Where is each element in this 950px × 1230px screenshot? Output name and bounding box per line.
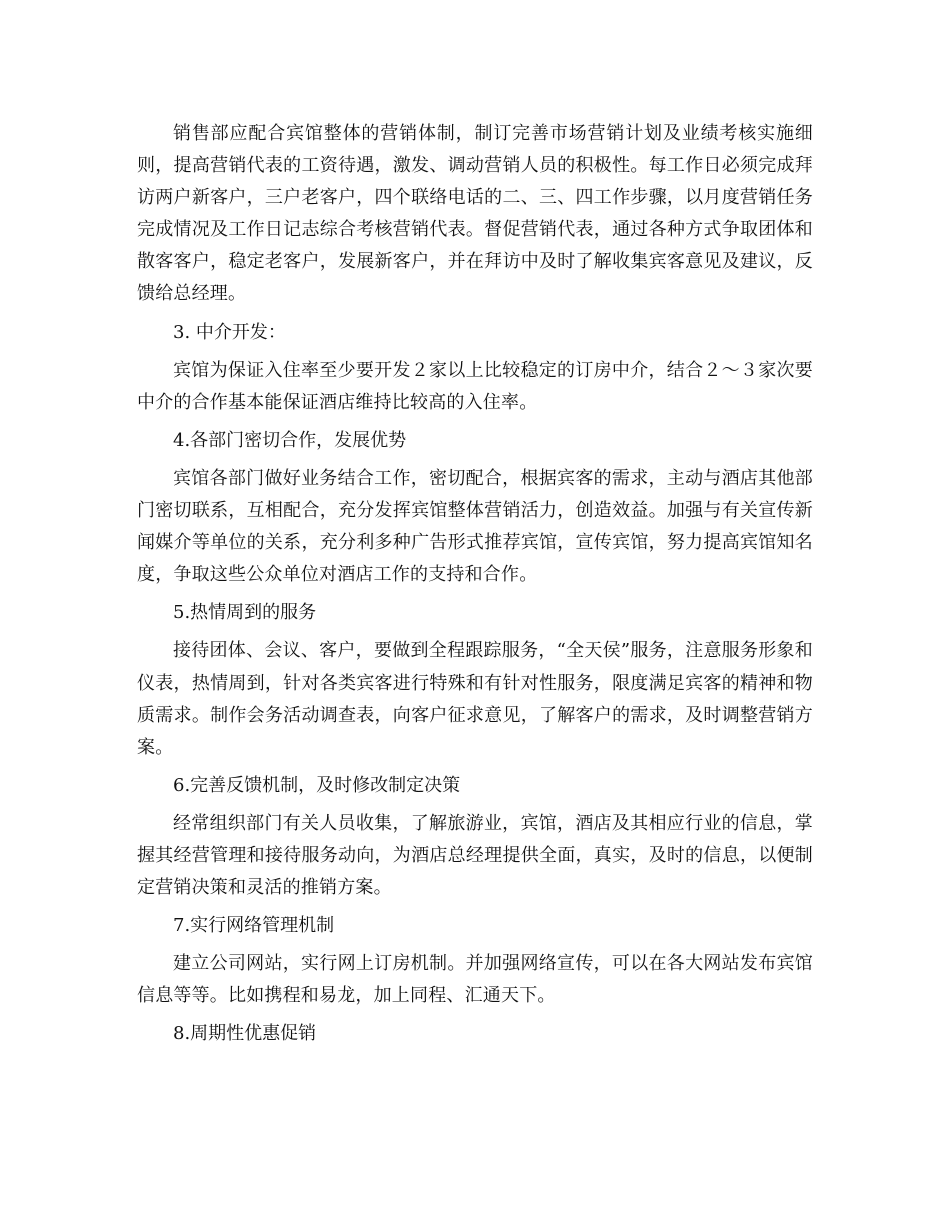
heading-3: 3. 中介开发： [173,321,286,343]
paragraph-sales-system: 销售部应配合宾馆整体的营销体制，制订完善市场营销计划及业绩考核实施细则，提高营销代表的工资待遇，激发、调动营销人员的积极性。每工作日必须完成拜访两户新客户，三户老客户，四个联络电话的二、三、四工作步骤，以月度营销任务完成情况及工作日记志综合考核营销代表。督促营销代表，通过各种方式争取团体和散客客户，稳定老客户，发展新客户，并在拜访中及时了解收集宾客意见及建议，反馈给总经理。 [137,123,813,305]
heading-7: 7.实行网络管理机制 [173,915,335,937]
heading-4: 4.各部门密切合作，发展优势 [173,429,407,451]
heading-8: 8.周期性优惠促销 [173,1023,317,1045]
paragraph-cooperation: 宾馆各部门做好业务结合工作，密切配合，根据宾客的需求，主动与酒店其他部门密切联系，互相配合，充分发挥宾馆整体营销活力，创造效益。加强与有关宣传新闻媒介等单位的关系，充分利多种广告形式推荐宾馆，宣传宾馆，努力提高宾馆知名度，争取这些公众单位对酒店工作的支持和合作。 [137,467,813,586]
paragraph-network: 建立公司网站，实行网上订房机制。并加强网络宣传，可以在各大网站发布宾馆信息等等。比如携程和易龙，加上同程、汇通天下。 [137,953,813,1007]
paragraph-feedback: 经常组织部门有关人员收集，了解旅游业，宾馆，酒店及其相应行业的信息，掌握其经营管理和接待服务动向，为酒店总经理提供全面，真实，及时的信息，以便制定营销决策和灵活的推销方案。 [137,812,813,899]
document-page [137,118,813,1057]
heading-6: 6.完善反馈机制，及时修改制定决策 [173,774,461,796]
heading-5: 5.热情周到的服务 [173,602,317,624]
paragraph-agency: 宾馆为保证入住率至少要开发２家以上比较稳定的订房中介，结合２～３家次要中介的合作基本能保证酒店维持比较高的入住率。 [137,359,813,413]
paragraph-service: 接待团体、会议、客户，要做到全程跟踪服务，“全天侯”服务，注意服务形象和仪表，热情周到，针对各类宾客进行特殊和有针对性服务，限度满足宾客的精神和物质需求。制作会务活动调查表，向客户征求意见，了解客户的需求，及时调整营销方案。 [137,640,813,758]
